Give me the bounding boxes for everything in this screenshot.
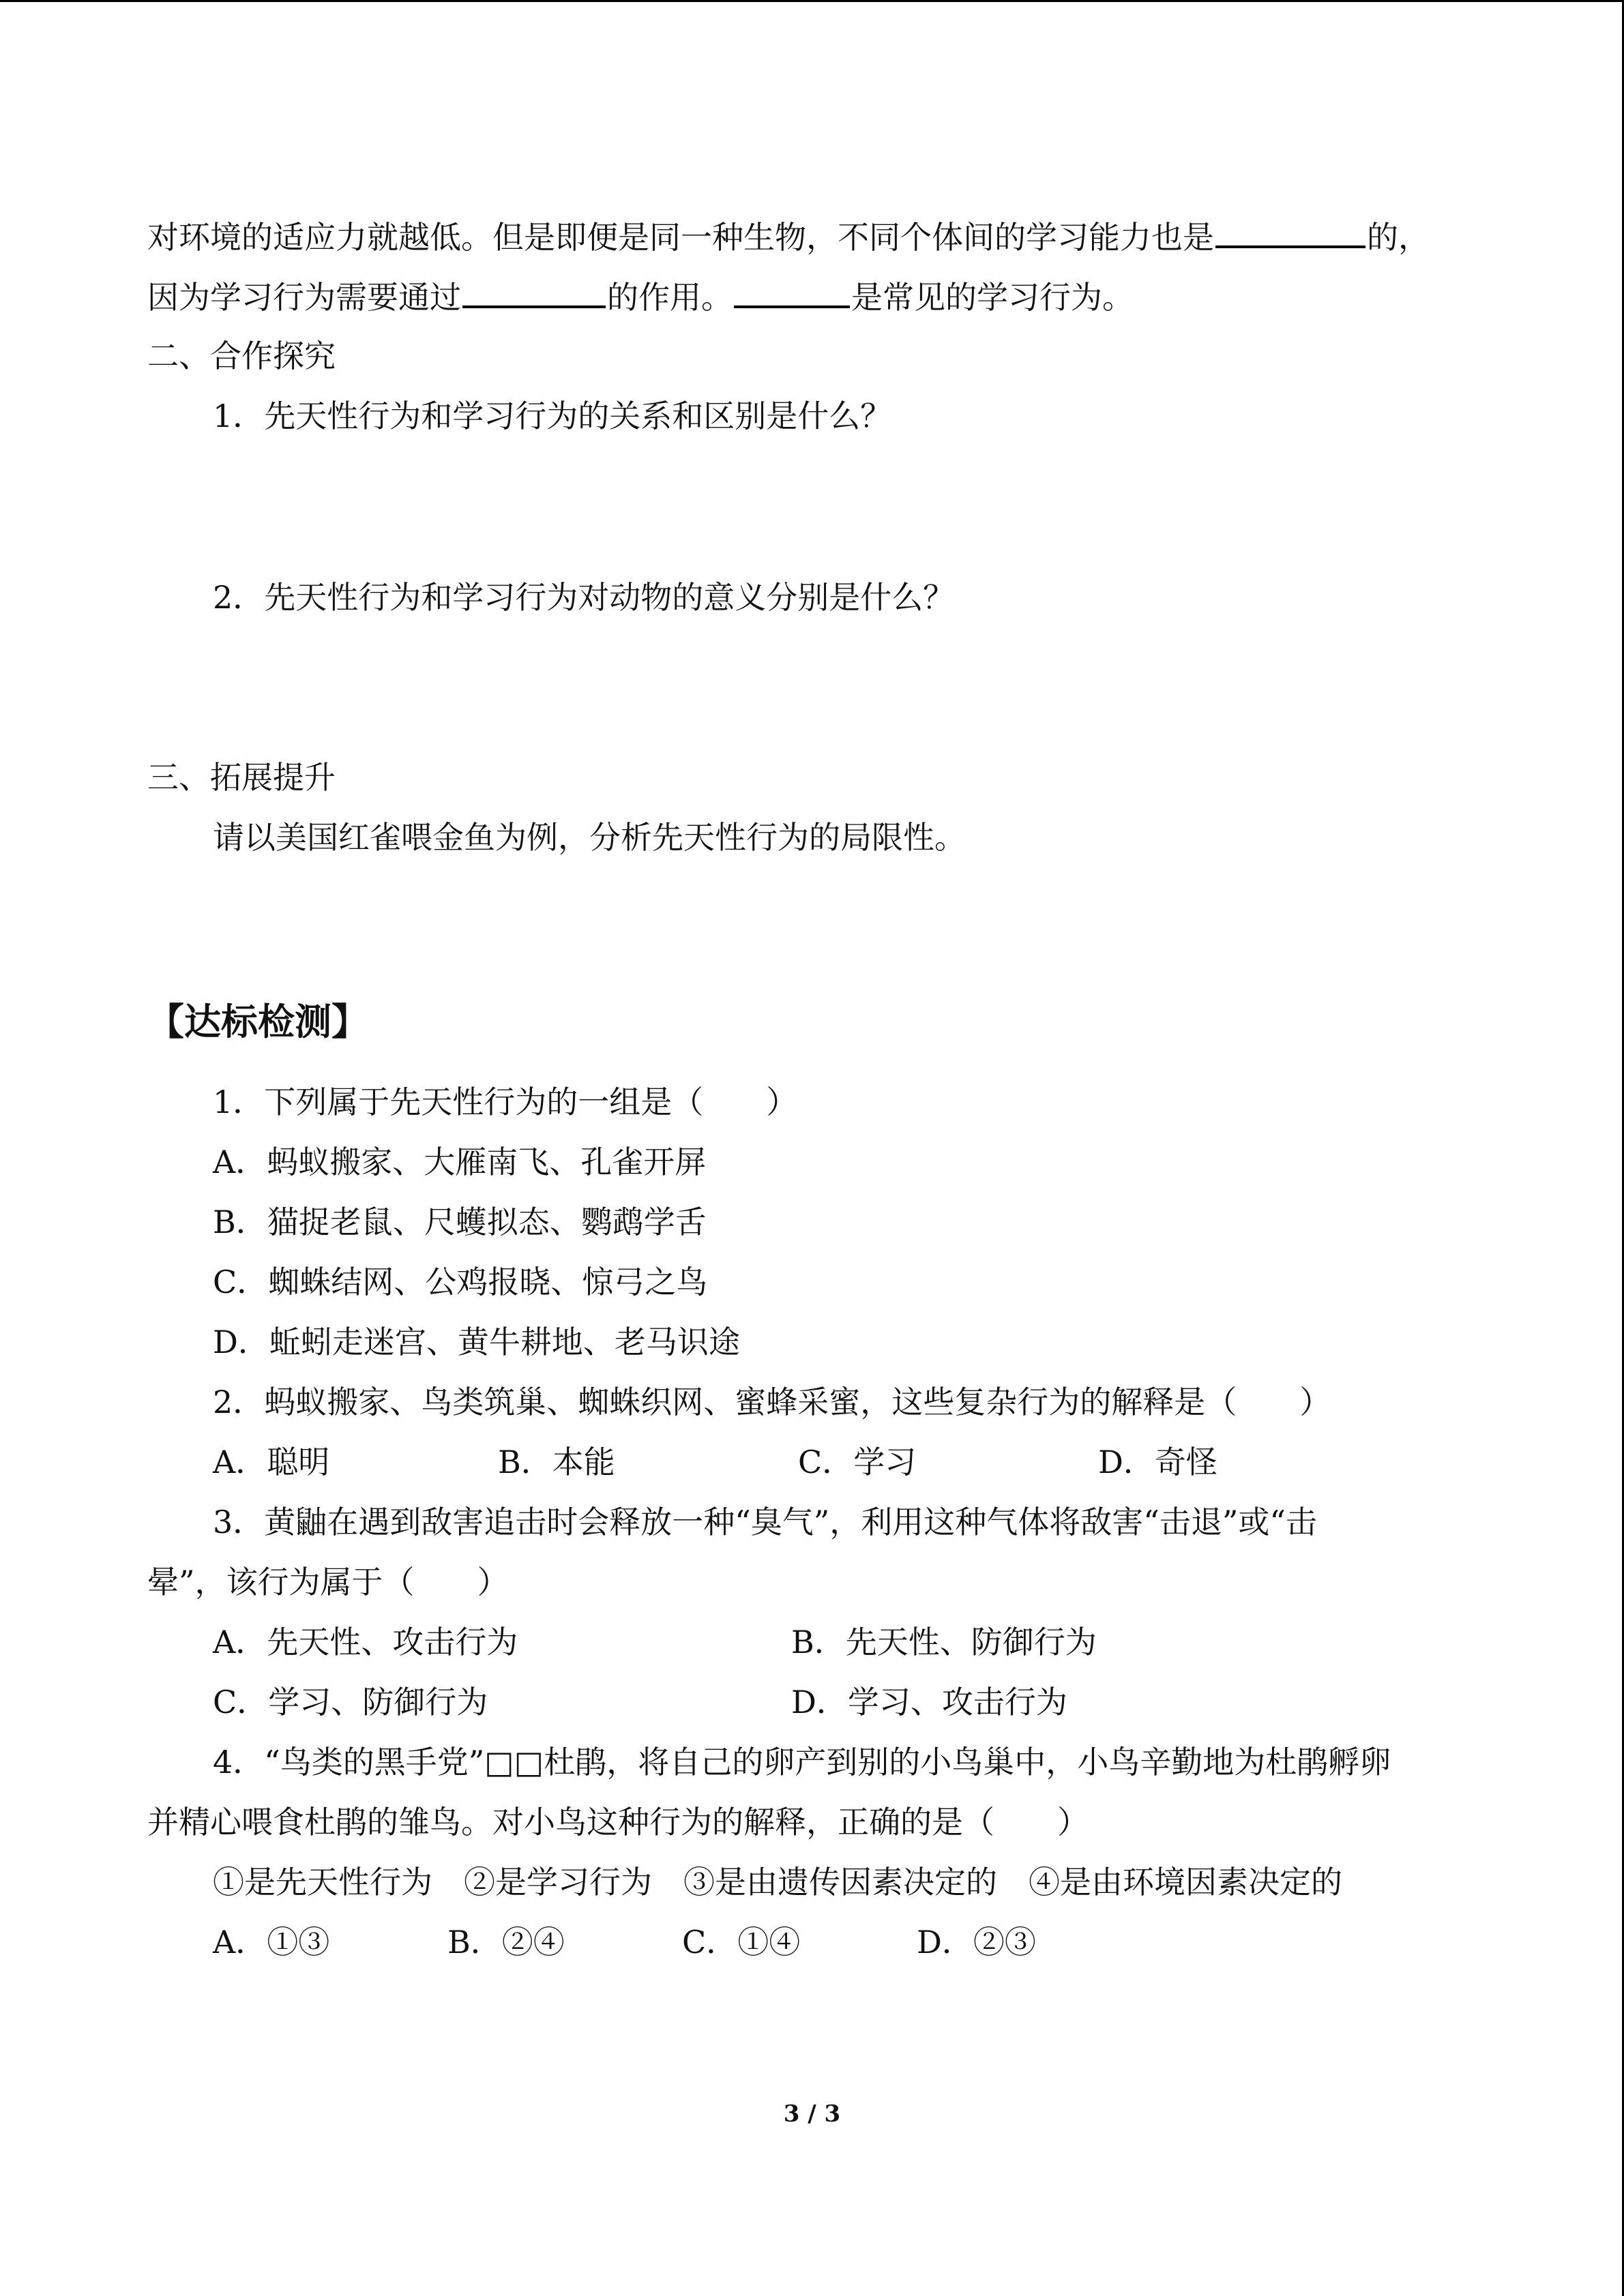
answer-option-a[interactable]: A．蚂蚁搬家、大雁南飞、孔雀开屏 — [213, 1144, 707, 1180]
continued-text: 对环境的适应力就越低。但是即便是同一种生物，不同个体间的学习能力也是 — [147, 219, 1214, 256]
continued-text: 因为学习行为需要通过 — [147, 279, 461, 316]
question-stem-continued: 并精心喂食杜鹃的雏鸟。对小鸟这种行为的解释，正确的是（ ） — [147, 1804, 1089, 1840]
answer-option-a[interactable]: A．①③ — [213, 1924, 330, 1960]
continued-text: 的， — [1367, 219, 1430, 256]
answer-option-c[interactable]: C．蜘蛛结网、公鸡报晓、惊弓之鸟 — [213, 1264, 708, 1300]
answer-option-a[interactable]: A．先天性、攻击行为 — [213, 1624, 518, 1660]
continued-text: 的作用。 — [607, 279, 733, 316]
fill-blank[interactable] — [1215, 215, 1365, 248]
question-text: 2．先天性行为和学习行为对动物的意义分别是什么？ — [213, 579, 955, 616]
question-text: 1．先天性行为和学习行为的关系和区别是什么？ — [213, 398, 892, 434]
fill-blank[interactable] — [734, 275, 850, 308]
continued-text-line-2 — [147, 275, 1134, 316]
answer-option-d[interactable]: D．②③ — [917, 1924, 1036, 1960]
answer-option-d[interactable]: D．蚯蚓走迷宫、黄牛耕地、老马识途 — [213, 1324, 740, 1360]
answer-option-b[interactable]: B．猫捉老鼠、尺蠖拟态、鹦鹉学舌 — [213, 1204, 707, 1240]
answer-option-d[interactable]: D．学习、攻击行为 — [791, 1684, 1067, 1720]
answer-option-c[interactable]: C．学习、防御行为 — [213, 1684, 488, 1720]
fill-blank[interactable] — [462, 275, 606, 308]
question-stem: 2．蚂蚁搬家、鸟类筑巢、蜘蛛织网、蜜蜂采蜜，这些复杂行为的解释是（ ） — [213, 1384, 1331, 1420]
test-heading: 【达标检测】 — [147, 1000, 368, 1043]
section-title-cooperative-inquiry: 二、合作探究 — [147, 338, 336, 374]
question-text: 请以美国红雀喂金鱼为例，分析先天性行为的局限性。 — [213, 819, 966, 856]
answer-option-b[interactable]: B．②④ — [447, 1924, 565, 1960]
continued-text-line-1 — [147, 215, 1430, 256]
answer-option-c[interactable]: C．学习 — [798, 1444, 917, 1480]
statement-choices: ①是先天性行为 ②是学习行为 ③是由遗传因素决定的 ④是由环境因素决定的 — [213, 1864, 1342, 1900]
answer-option-c[interactable]: C．①④ — [682, 1924, 801, 1960]
answer-option-d[interactable]: D．奇怪 — [1098, 1444, 1217, 1480]
answer-option-b[interactable]: B．先天性、防御行为 — [791, 1624, 1097, 1660]
answer-option-b[interactable]: B．本能 — [498, 1444, 615, 1480]
question-stem-continued: 晕”，该行为属于（ ） — [147, 1564, 509, 1600]
section-title-extension: 三、拓展提升 — [147, 759, 336, 796]
answer-option-a[interactable]: A．聪明 — [213, 1444, 330, 1480]
page-number: 3 / 3 — [783, 2100, 841, 2128]
question-stem: 1．下列属于先天性行为的一组是（ ） — [213, 1084, 798, 1120]
page-border-top — [0, 0, 1624, 2]
question-stem: 4．“鸟类的黑手党”□□杜鹃，将自己的卵产到别的小鸟巢中，小鸟辛勤地为杜鹃孵卵 — [213, 1744, 1391, 1780]
question-stem: 3．黄鼬在遇到敌害追击时会释放一种“臭气”，利用这种气体将敌害“击退”或“击 — [213, 1504, 1317, 1540]
continued-text: 是常见的学习行为。 — [851, 279, 1134, 316]
